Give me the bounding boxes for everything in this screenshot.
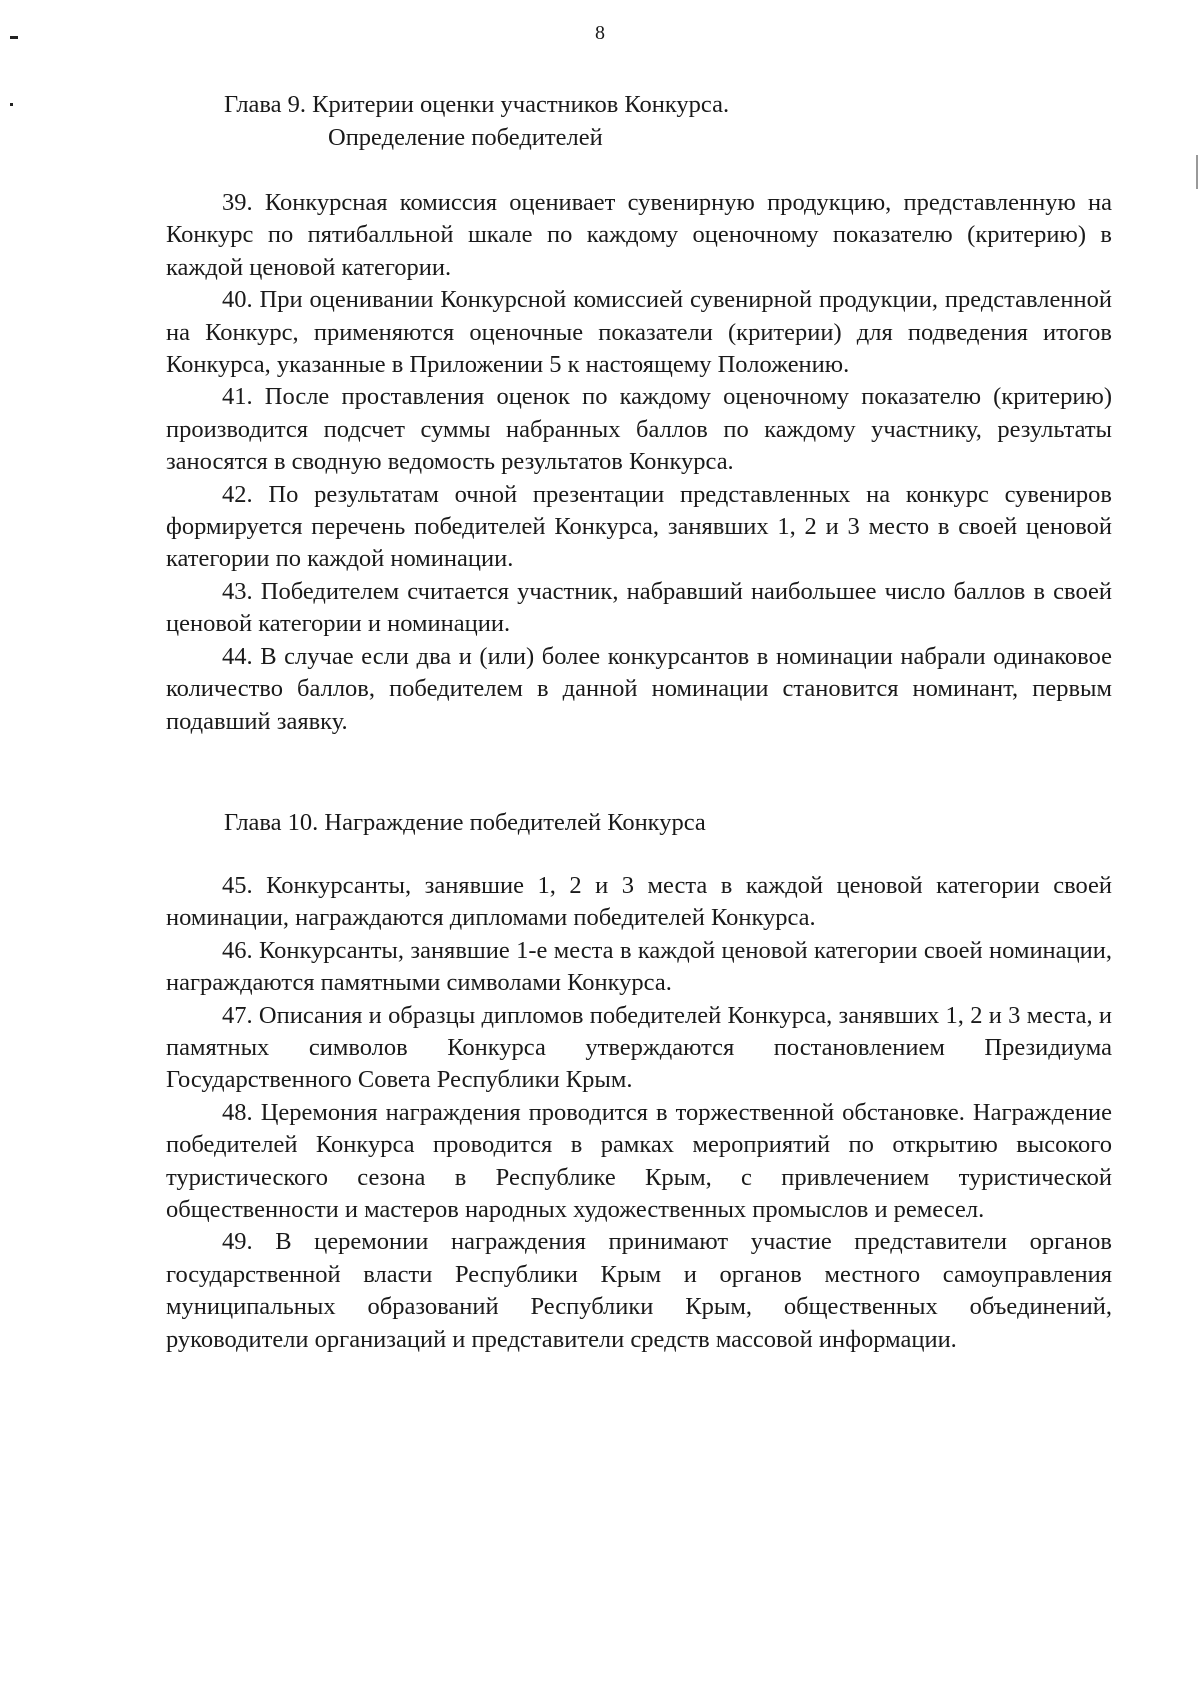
paragraph-43: 43. Победителем считается участник, набравший наибольшее число баллов в своей ценовой категории и номинации. <box>166 577 1112 638</box>
paragraph-42: 42. По результатам очной презентации представленных на конкурс сувениров формируется перечень победителей Конкурса, занявших 1, 2 и 3 место в своей ценовой категории по каждой номинации. <box>166 480 1112 573</box>
paragraph-49: 49. В церемонии награждения принимают участие представители органов государственной власти Республики Крым и органов местного самоуправления муниципальных образований Республики Крым, общественных объединений, руководители организаций и представители средств массовой информации. <box>166 1228 1112 1353</box>
paragraph-40: 40. При оценивании Конкурсной комиссией сувенирной продукции, представленной на Конкурс, применяются оценочные показатели (критерии) для подведения итогов Конкурса, указанные в Приложении 5 к настоящему Положению. <box>166 286 1112 379</box>
paragraph-48: 48. Церемония награждения проводится в торжественной обстановке. Награждение победителей Конкурса проводится в рамках мероприятий по открытию высокого туристического сезона в Республике Крым, с привлечением туристической общественности и мастеров народных художественных промыслов и ремесел. <box>166 1098 1112 1224</box>
chapter-9-title-line-1: Глава 9. Критерии оценки участников Конкурса. <box>224 91 730 118</box>
paragraph-41: 41. После проставления оценок по каждому оценочному показателю (критерию) производится подсчет суммы набранных баллов по каждому участнику, результаты заносятся в сводную ведомость результатов Конкурса. <box>166 383 1112 476</box>
page-number: 8 <box>595 22 605 44</box>
chapter-9-title-line-2: Определение победителей <box>328 124 603 151</box>
paragraph-46: 46. Конкурсанты, занявшие 1-е места в каждой ценовой категории своей номинации, награждаются памятными символами Конкурса. <box>166 936 1112 997</box>
chapter-10-body <box>166 870 1112 1356</box>
paragraph-39: 39. Конкурсная комиссия оценивает сувенирную продукцию, представленную на Конкурс по пятибалльной шкале по каждому оценочному показателю (критерию) в каждой ценовой категории. <box>166 189 1112 281</box>
scan-artifact <box>10 103 13 106</box>
paragraph-45: 45. Конкурсанты, занявшие 1, 2 и 3 места в каждой ценовой категории своей номинации, награждаются дипломами победителей Конкурса. <box>166 872 1112 932</box>
paragraph-47: 47. Описания и образцы дипломов победителей Конкурса, занявших 1, 2 и 3 места, и памятных символов Конкурса утверждаются постановлением Президиума Государственного Совета Республики Крым. <box>166 1001 1112 1094</box>
chapter-9-body <box>166 187 1112 738</box>
paragraph-44: 44. В случае если два и (или) более конкурсантов в номинации набрали одинаковое количество баллов, победителем в данной номинации становится номинант, первым подавший заявку. <box>166 642 1112 735</box>
chapter-10-heading: Глава 10. Награждение победителей Конкурса <box>224 809 706 836</box>
chapter-9-heading <box>224 88 729 154</box>
scan-artifact <box>1196 155 1198 189</box>
